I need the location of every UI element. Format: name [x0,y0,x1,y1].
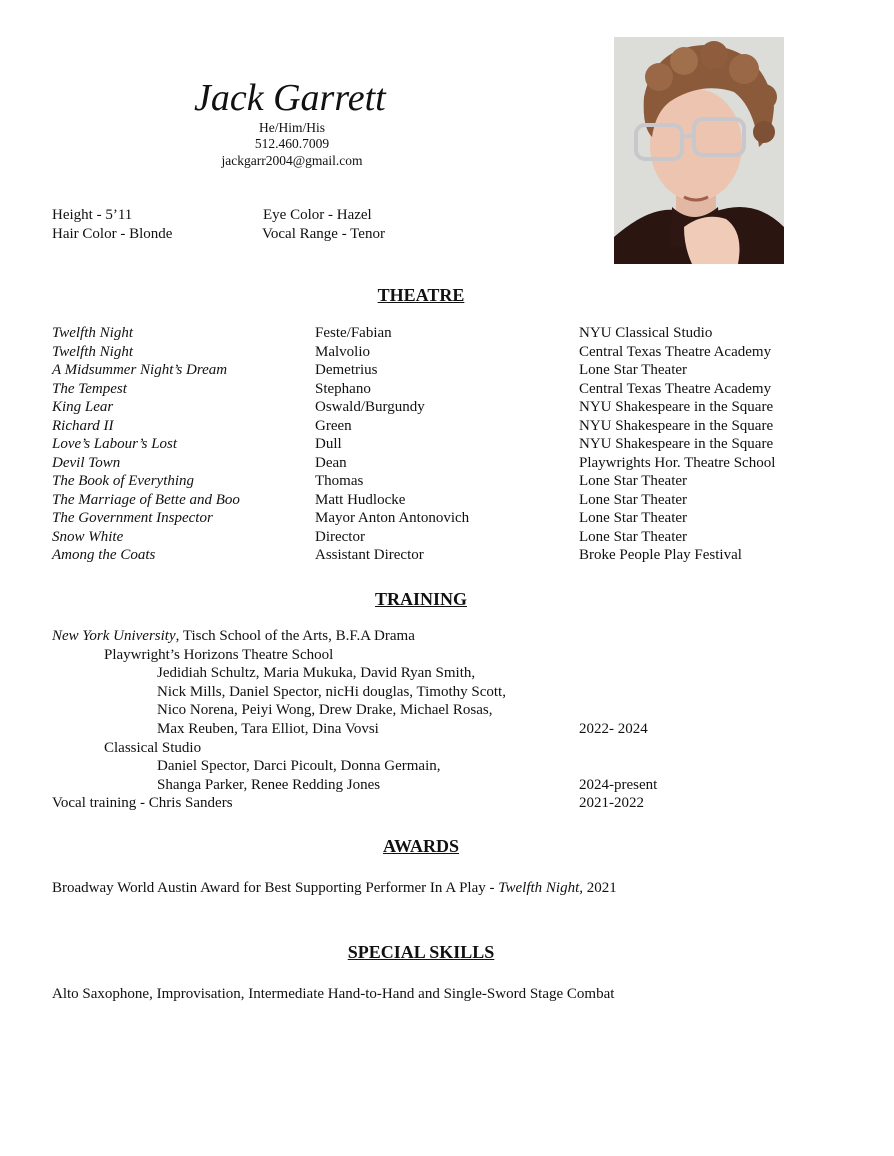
studio1-teachers-line: Nick Mills, Daniel Spector, nicHi douglas, Timothy Scott, [157,684,506,700]
credit-venue: Lone Star Theater [579,473,688,489]
credit-show: Richard II [52,417,114,434]
stat-hair-color: Hair Color - Blonde [52,226,173,242]
credit-show: King Lear [52,399,114,415]
theatre-heading: THEATRE [377,285,465,305]
stat-height: Height - 5’11 [52,207,133,223]
credit-show: The Book of Everything [52,473,195,489]
credit-show: The Tempest [52,380,127,397]
actor-name: Jack Garrett [194,77,386,119]
credit-show: Love’s Labour’s Lost [52,436,178,452]
special-skills-heading: SPECIAL SKILLS [347,942,495,962]
pronouns: He/Him/His [259,120,325,135]
credit-role: Thomas [315,473,364,489]
credit-show: Snow White [52,528,124,545]
credit-venue: Central Texas Theatre Academy [579,343,772,360]
studio1-dates: 2022- 2024 [579,721,648,737]
credit-role: Stephano [315,380,371,397]
award-entry [52,879,617,898]
award-year: 2021 [583,880,617,896]
credit-role: Matt Hudlocke [315,491,406,508]
training-school [52,627,415,646]
vocal-training-dates: 2021-2022 [579,795,644,811]
award-text: Broadway World Austin Award for Best Supporting Performer In A Play - [52,880,499,896]
credit-venue: NYU Classical Studio [579,325,713,341]
credit-role: Feste/Fabian [315,325,392,341]
credit-role: Director [315,528,365,545]
stat-eye-color: Eye Color - Hazel [263,207,372,223]
credit-show: The Marriage of Bette and Boo [52,491,240,508]
credit-show: Twelfth Night [52,325,133,341]
special-skills-list: Alto Saxophone, Improvisation, Intermediate Hand-to-Hand and Single-Sword Stage Combat [52,986,615,1002]
credit-venue: NYU Shakespeare in the Square [579,417,774,434]
studio1-teachers-line: Nico Norena, Peiyi Wong, Drew Drake, Michael Rosas, [157,702,493,718]
school-program: , Tisch School of the Arts, B.F.A Drama [175,628,415,644]
awards-heading: AWARDS [382,836,460,856]
credit-show: Twelfth Night [52,343,133,360]
credit-venue: Lone Star Theater [579,491,688,508]
training-heading: TRAINING [374,589,467,609]
studio1-teachers-line: Max Reuben, Tara Elliot, Dina Vovsi [157,721,379,737]
credit-role: Assistant Director [315,547,424,563]
training-studio-playwrights: Playwright’s Horizons Theatre School [104,647,334,663]
credit-role: Dean [315,454,347,471]
credit-venue: Lone Star Theater [579,528,688,545]
credit-venue: Lone Star Theater [579,510,688,526]
school-name: New York University [52,628,176,644]
studio1-teachers-line: Jedidiah Schultz, Maria Mukuka, David Ryan Smith, [157,665,476,681]
credit-show: The Government Inspector [52,510,213,526]
training-studio-classical: Classical Studio [104,740,202,756]
headshot-illustration [614,37,784,264]
studio2-dates: 2024-present [579,777,658,793]
credit-venue: Broke People Play Festival [579,547,742,563]
phone-number: 512.460.7009 [254,136,330,151]
credit-role: Dull [315,436,342,452]
award-show: Twelfth Night, [498,880,583,896]
credit-role: Green [315,417,352,434]
credit-role: Demetrius [315,362,378,378]
credit-venue: NYU Shakespeare in the Square [579,399,774,415]
credit-show: Devil Town [52,454,121,471]
credit-venue: Central Texas Theatre Academy [579,380,772,397]
stat-vocal-range: Vocal Range - Tenor [262,226,385,242]
credit-role: Mayor Anton Antonovich [315,510,470,526]
credit-venue: NYU Shakespeare in the Square [579,436,774,452]
studio2-teachers-line: Daniel Spector, Darci Picoult, Donna Germain, [157,758,441,774]
credit-show: A Midsummer Night’s Dream [52,362,228,378]
vocal-training: Vocal training - Chris Sanders [52,795,233,811]
credit-role: Oswald/Burgundy [315,399,425,415]
studio2-teachers-line: Shanga Parker, Renee Redding Jones [157,777,381,793]
credit-venue: Playwrights Hor. Theatre School [579,454,776,471]
headshot-photo [614,37,784,264]
credit-venue: Lone Star Theater [579,362,688,378]
email-address: jackgarr2004@gmail.com [221,153,363,168]
credit-role: Malvolio [315,343,370,360]
credit-show: Among the Coats [52,547,156,563]
